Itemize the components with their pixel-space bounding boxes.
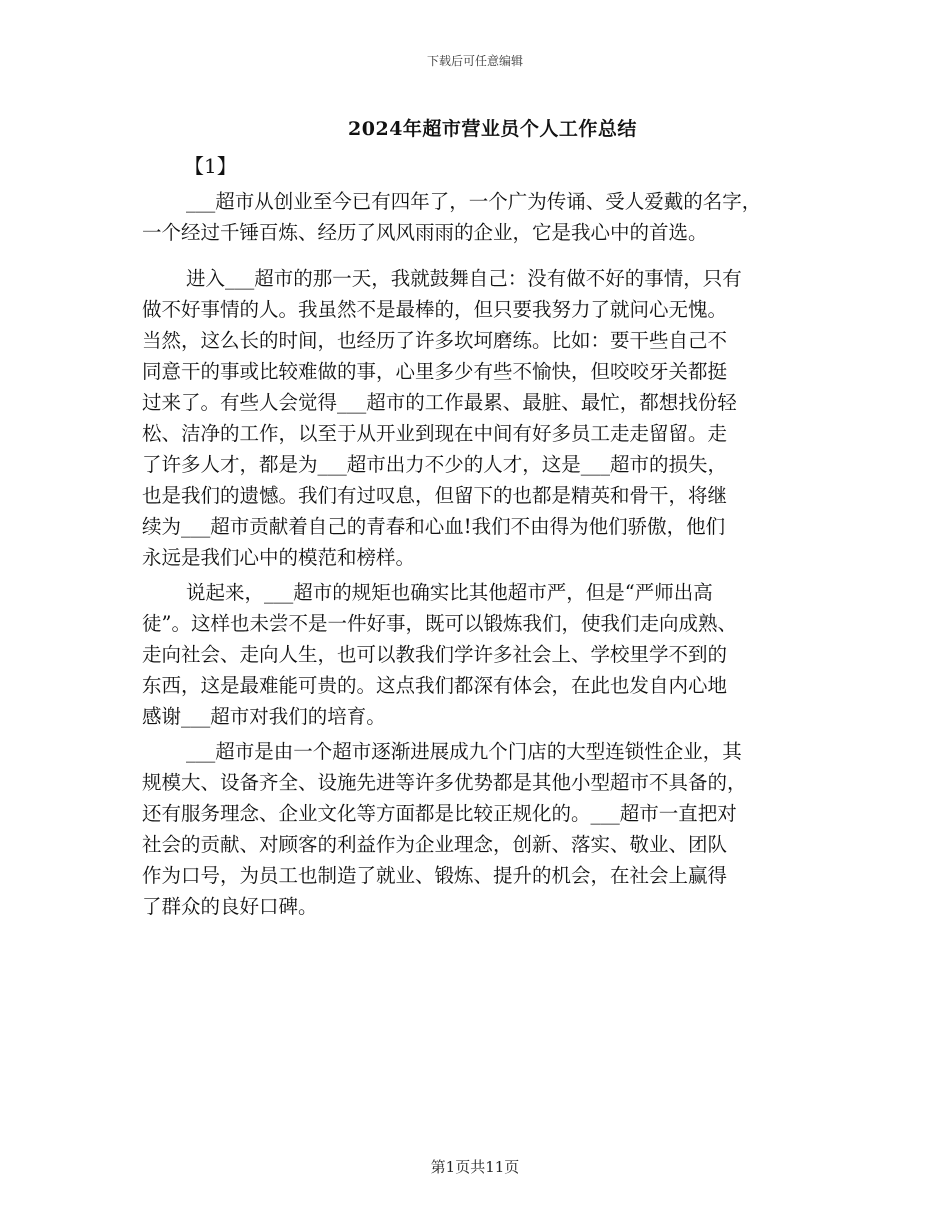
text-line: 徒”。这样也未尝不是一件好事，既可以锻炼我们，使我们走向成熟、 [142, 612, 737, 635]
paragraph [142, 186, 832, 248]
text-line: 说起来，___超市的规矩也确实比其他超市严，但是“严师出高 [186, 581, 713, 604]
text-line: 续为___超市贡献着自己的青春和心血!我们不由得为他们骄傲，他们 [142, 515, 726, 538]
paragraph [142, 736, 832, 922]
text-line: 还有服务理念、企业文化等方面都是比较正规化的。___超市一直把对 [142, 802, 737, 825]
text-line: ___超市是由一个超市逐渐进展成九个门店的大型连锁性企业，其 [186, 740, 742, 763]
text-line: 一个经过千锤百炼、经历了风风雨雨的企业，它是我心中的首选。 [142, 221, 708, 244]
text-line: 社会的贡献、对顾客的利益作为企业理念，创新、落实、敬业、团队 [142, 833, 728, 856]
text-line: 当然，这么长的时间，也经历了许多坎坷磨练。比如：要干些自己不 [142, 329, 728, 352]
text-line: 东西，这是最难能可贵的。这点我们都深有体会，在此也发自内心地 [142, 674, 728, 697]
paragraph [142, 577, 832, 732]
text-line: 永远是我们心中的模范和榜样。 [142, 546, 416, 569]
paragraph [142, 263, 832, 573]
document-title: 2024年超市营业员个人工作总结 [348, 118, 637, 140]
text-line: 过来了。有些人会觉得___超市的工作最累、最脏、最忙，都想找份轻 [142, 391, 737, 414]
text-line: 了群众的良好口碑。 [142, 895, 318, 918]
text-line: 规模大、设备齐全、设施先进等许多优势都是其他小型超市不具备的， [142, 771, 747, 794]
text-line: 感谢___超市对我们的培育。 [142, 705, 386, 728]
text-line: 进入___超市的那一天，我就鼓舞自己：没有做不好的事情，只有 [186, 267, 742, 290]
text-line: 了许多人才，都是为___超市出力不少的人才，这是___超市的损失， [142, 453, 728, 476]
text-line: ___超市从创业至今已有四年了，一个广为传诵、受人爱戴的名字， [186, 190, 762, 213]
text-line: 也是我们的遗憾。我们有过叹息，但留下的也都是精英和骨干，将继 [142, 484, 728, 507]
text-line: 作为口号，为员工也制造了就业、锻炼、提升的机会，在社会上赢得 [142, 864, 728, 887]
page-number: 第1页共11页 [430, 1158, 520, 1176]
text-line: 做不好事情的人。我虽然不是最棒的，但只要我努力了就问心无愧。 [142, 298, 728, 321]
section-label: 【1】 [184, 154, 237, 178]
text-line: 走向社会、走向人生，也可以教我们学许多社会上、学校里学不到的 [142, 643, 728, 666]
text-line: 松、洁净的工作，以至于从开业到现在中间有好多员工走走留留。走 [142, 422, 728, 445]
page-header-note: 下载后可任意编辑 [426, 54, 523, 68]
document-body [142, 186, 832, 922]
text-line: 同意干的事或比较难做的事，心里多少有些不愉快，但咬咬牙关都挺 [142, 360, 728, 383]
